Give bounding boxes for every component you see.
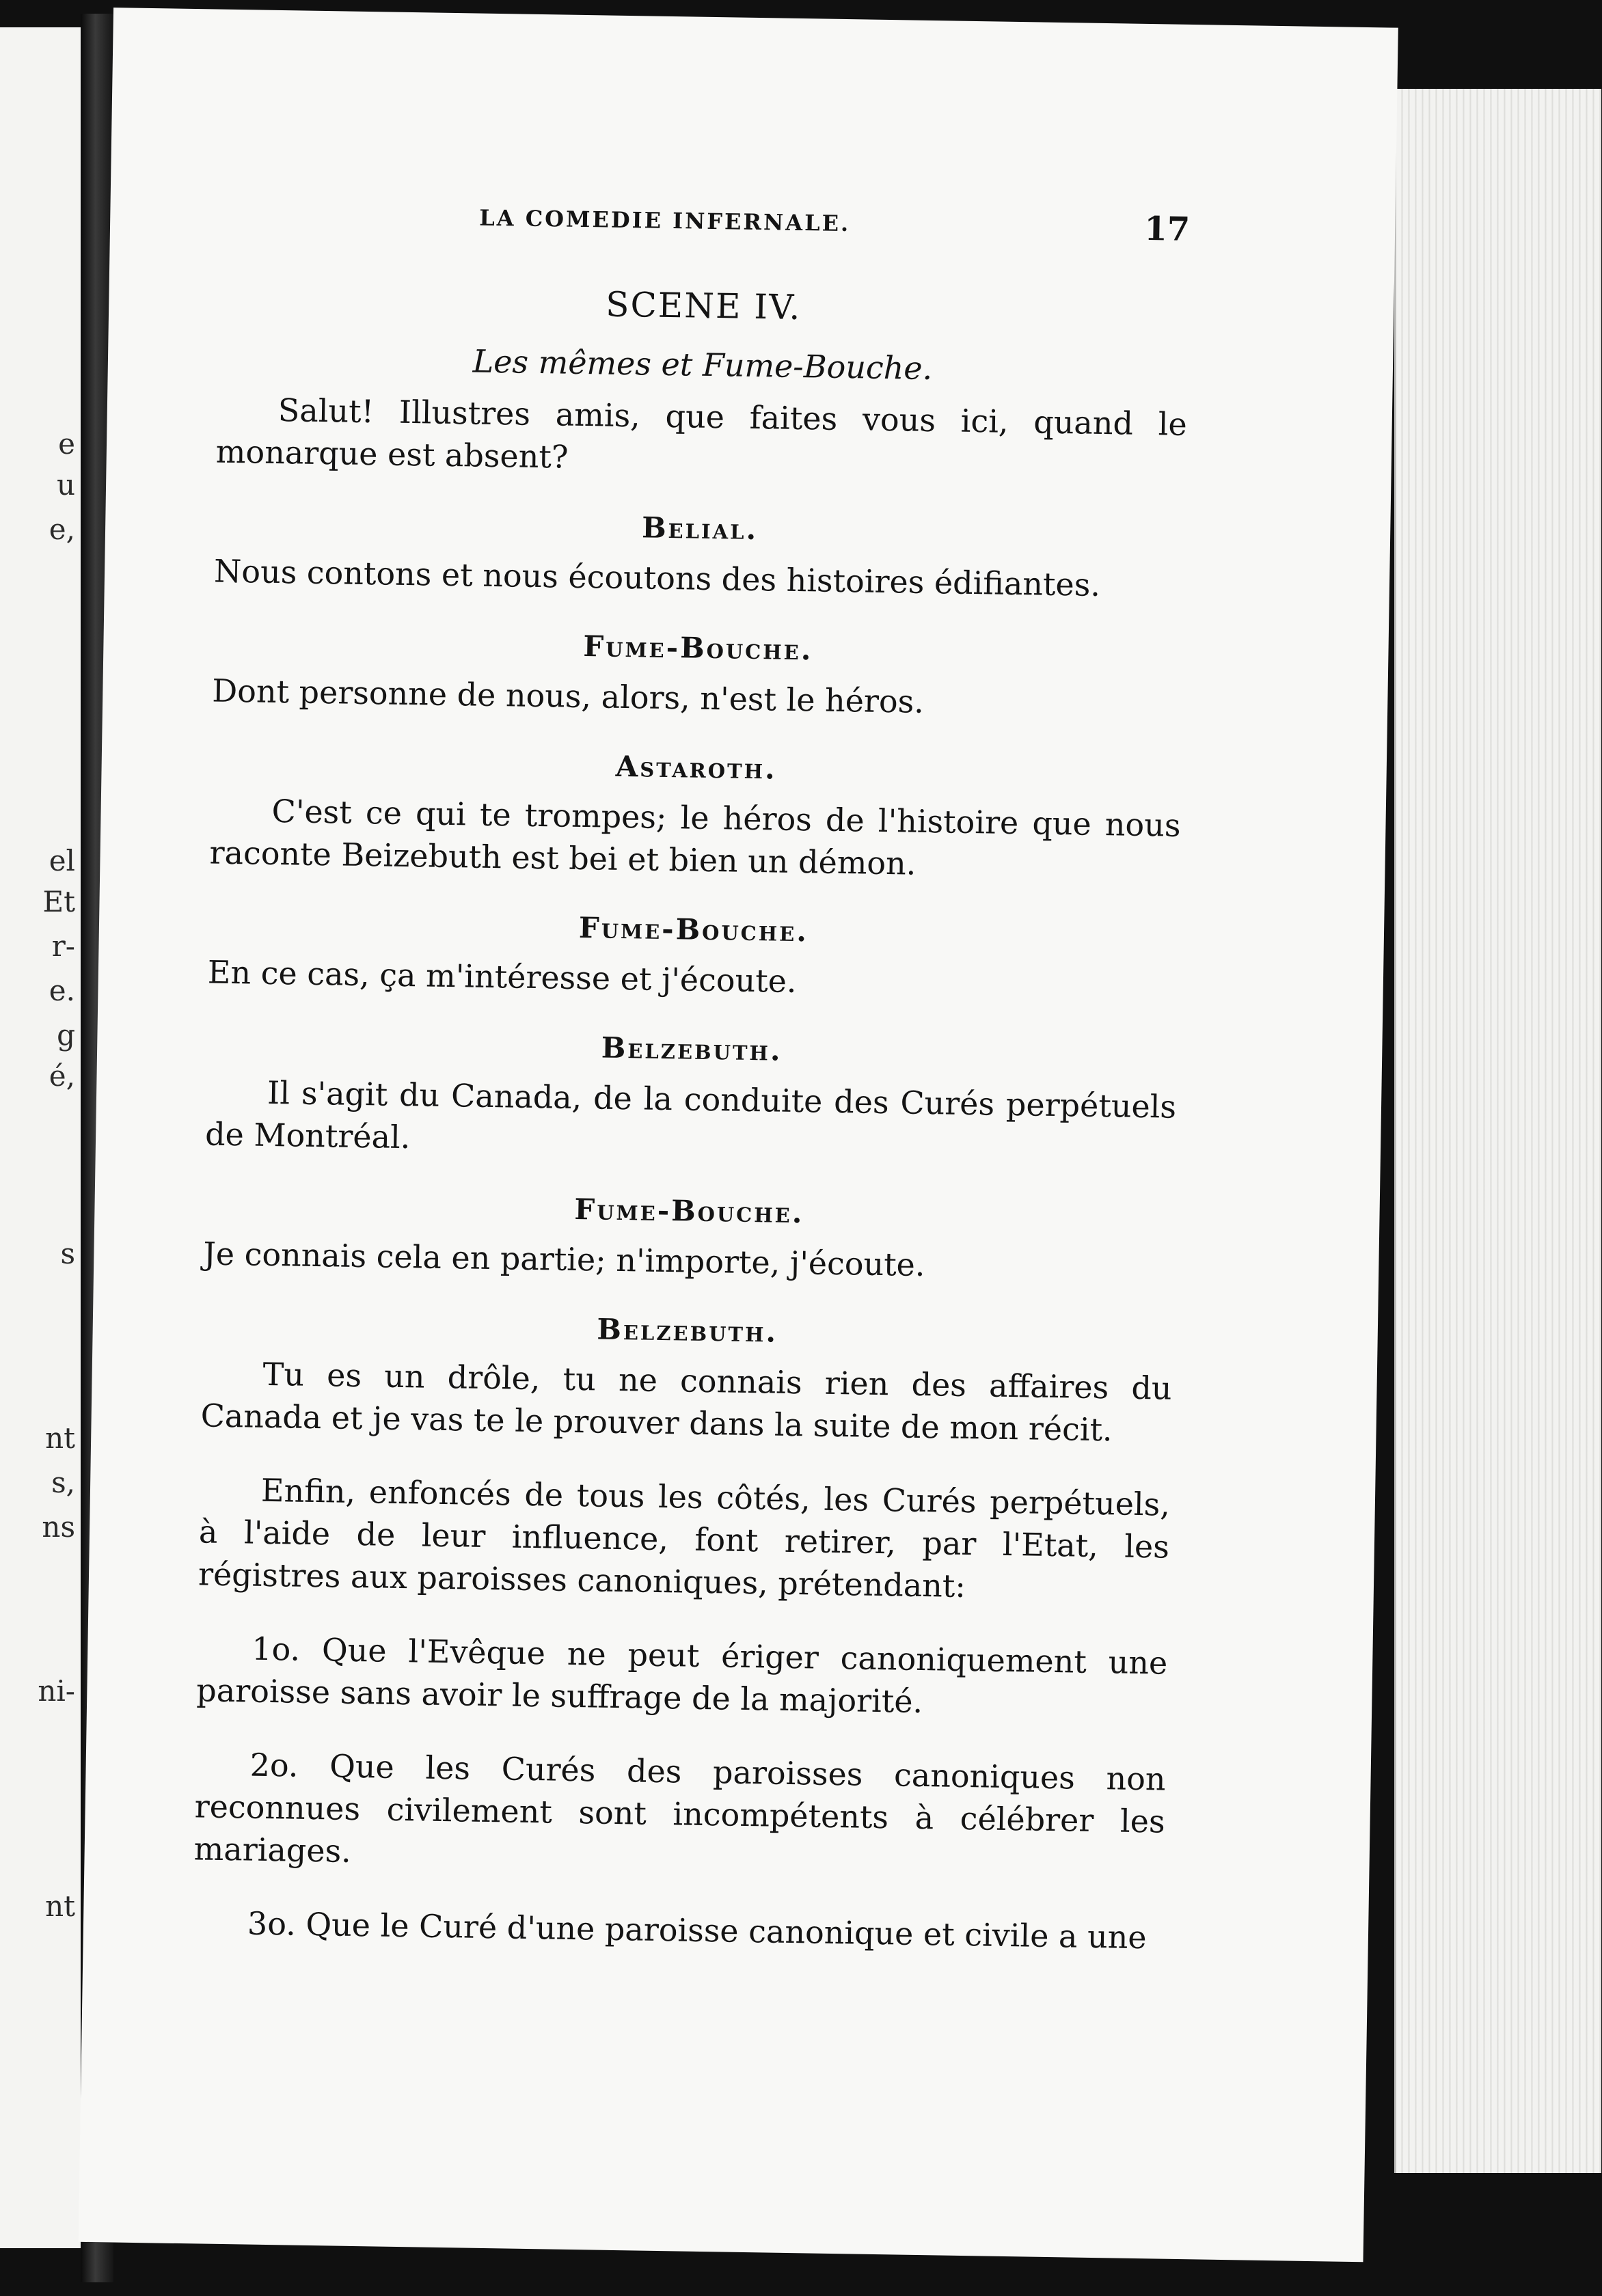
left-fragment-text: g bbox=[57, 1018, 75, 1052]
left-fragment-text: e bbox=[58, 427, 75, 461]
dialogue-line: Il s'agit du Canada, de la conduite des Curés perpétuels de Montréal. bbox=[204, 1074, 1177, 1156]
dialogue-line: Salut! Illustres amis, que faites vous ici, quand le monarque est absent? bbox=[215, 391, 1188, 476]
left-fragment-text: s, bbox=[51, 1466, 75, 1499]
list-item: 1o. Que l'Evêque ne peut ériger canoniquement une paroisse sans avoir le suffrage de la majorité. bbox=[195, 1630, 1168, 1721]
page-text-block bbox=[192, 201, 1191, 1991]
page-block-edge bbox=[1394, 89, 1601, 2173]
left-fragment-text: s bbox=[60, 1237, 75, 1270]
left-fragment-text: é, bbox=[49, 1059, 75, 1093]
stage-direction: Les mêmes et Fume-Bouche. bbox=[472, 342, 933, 387]
left-fragment-text: nt bbox=[45, 1889, 75, 1923]
left-fragment-text: ni- bbox=[38, 1674, 75, 1708]
list-item: 3o. Que le Curé d'une paroisse canonique et civile a une bbox=[247, 1904, 1147, 1956]
left-fragment-text: e. bbox=[49, 974, 75, 1007]
book-page bbox=[79, 8, 1398, 2262]
dialogue-line: C'est ce qui te trompes; le héros de l'histoire que nous raconte Beizebuth est bei et bien un démon. bbox=[209, 792, 1181, 882]
left-fragment-text: u bbox=[56, 468, 75, 502]
left-fragment-text: el bbox=[49, 844, 75, 877]
dialogue-line: Dont personne de nous, alors, n'est le héros. bbox=[211, 672, 925, 720]
narrative-paragraph: Enfin, enfoncés de tous les côtés, les Curés perpétuels, à l'aide de leur influence, font retirer, par l'Etat, les régistres aux paroisses canoniques, prétendant: bbox=[198, 1471, 1171, 1605]
speaker-name: Fume-Bouche. bbox=[578, 911, 809, 948]
running-head: LA COMEDIE INFERNALE. bbox=[479, 204, 851, 237]
list-item: 2o. Que les Curés des paroisses canoniques non reconnues civilement sont incompétents à célébrer les mariages. bbox=[193, 1746, 1166, 1870]
dialogue-line: En ce cas, ça m'intéresse et j'écoute. bbox=[207, 953, 797, 1000]
left-fragment-text: r- bbox=[51, 929, 75, 963]
speaker-name: Fume-Bouche. bbox=[583, 629, 813, 667]
speaker-name: Fume-Bouche. bbox=[574, 1192, 804, 1230]
dialogue-line: Tu es un drôle, tu ne connais rien des affaires du Canada et je vas te le prouver dans la suite de mon récit. bbox=[200, 1355, 1172, 1449]
dialogue-line: Nous contons et nous écoutons des histoires édifiantes. bbox=[213, 552, 1101, 603]
page-header bbox=[219, 201, 1190, 271]
scene-title: SCENE IV. bbox=[605, 284, 802, 327]
speaker-name: Belzebuth. bbox=[597, 1312, 778, 1349]
left-page-fragment bbox=[0, 27, 81, 2248]
speaker-name: Belial. bbox=[641, 510, 759, 547]
left-fragment-text: ns bbox=[42, 1510, 75, 1544]
speaker-name: Astaroth. bbox=[615, 749, 778, 786]
page-number: 17 bbox=[1143, 209, 1191, 249]
left-fragment-text: Et bbox=[42, 885, 75, 918]
left-fragment-text: nt bbox=[45, 1421, 75, 1455]
dialogue-line: Je connais cela en partie; n'importe, j'écoute. bbox=[203, 1235, 925, 1284]
left-fragment-text: e, bbox=[49, 512, 75, 546]
speaker-name: Belzebuth. bbox=[601, 1030, 783, 1067]
